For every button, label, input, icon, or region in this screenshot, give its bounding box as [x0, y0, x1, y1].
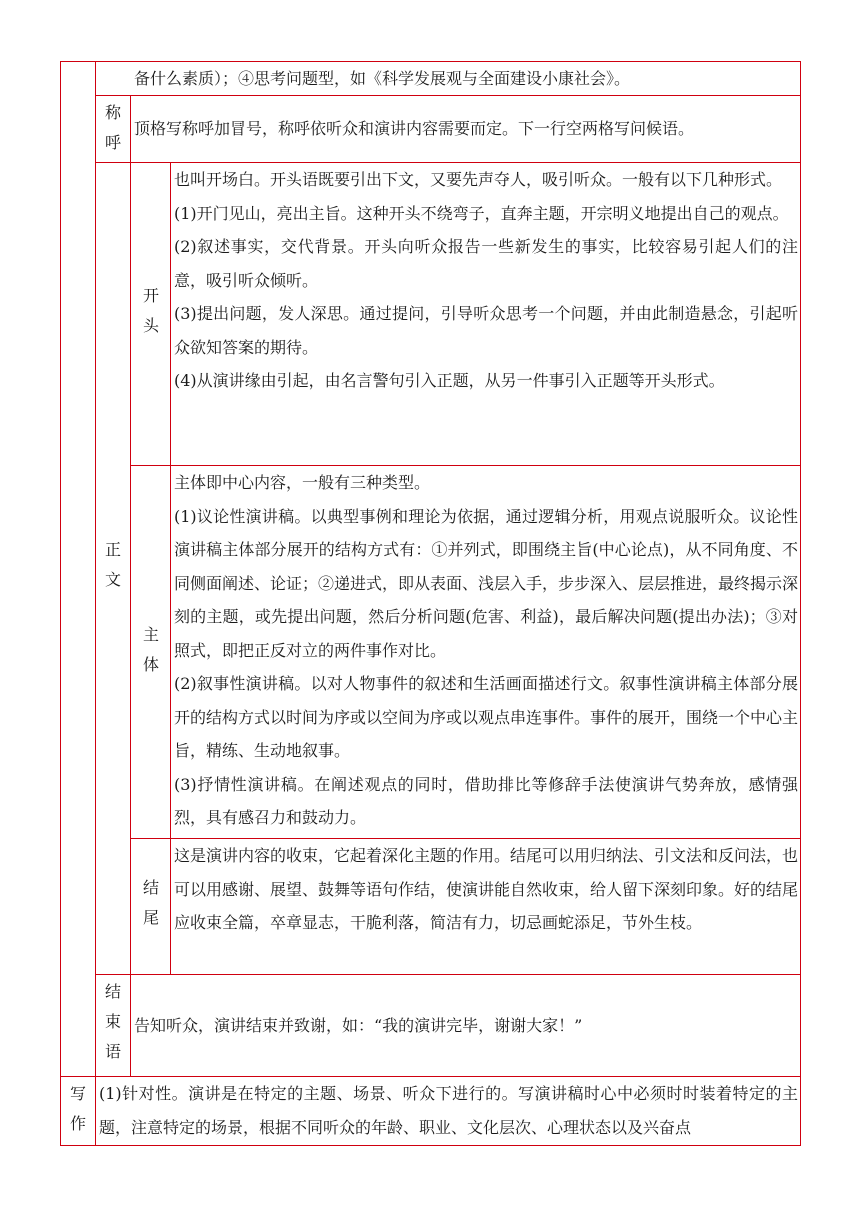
rule: [60, 61, 61, 1146]
main-text: [174, 466, 798, 835]
salutation-label: 称呼: [104, 103, 121, 152]
opening-label: 开头: [142, 286, 159, 335]
salutation-text: 顶格写称呼加冒号，称呼依听众和演讲内容需要而定。下一行空两格写问候语。: [134, 119, 695, 138]
top-continuation-text: 备什么素质）；④思考问题型，如《科学发展观与全面建设小康社会》。: [134, 69, 631, 88]
opening-paragraph: (2)叙述事实，交代背景。开头向听众报告一些新发生的事实，比较容易引起人们的注意，吸引听众倾听。: [174, 237, 798, 290]
opening-paragraph: (4)从演讲缘由引起，由名言警句引入正题，从另一件事引入正题等开头形式。: [174, 371, 725, 390]
rule: [130, 95, 131, 1077]
rule: [95, 61, 96, 1146]
opening-paragraph: (1)开门见山，亮出主旨。这种开头不绕弯子，直奔主题，开宗明义地提出自己的观点。: [174, 203, 789, 223]
main-paragraph: 主体即中心内容，一般有三种类型。: [174, 473, 431, 492]
rule: [60, 1145, 801, 1146]
closing-label: 结束语: [104, 982, 121, 1061]
rule: [170, 162, 171, 975]
writing-label: 写作: [69, 1084, 86, 1133]
opening-paragraph: (3)提出问题，发人深思。通过提问，引导听众思考一个问题，并由此制造悬念，引起听众欲知答案的期待。: [174, 304, 798, 357]
rule: [800, 61, 801, 1146]
main-label: 主体: [142, 625, 159, 674]
ending-label: 结尾: [142, 878, 159, 927]
ending-text: 这是演讲内容的收束，它起着深化主题的作用。结尾可以用归纳法、引文法和反问法，也可以用感谢、展望、鼓舞等语句作结，使演讲能自然收束，给人留下深刻印象。好的结尾应收束全篇，卒章显志，干脆利落，简洁有力，切忌画蛇添足，节外生枝。: [174, 846, 799, 932]
main-paragraph: (3)抒情性演讲稿。在阐述观点的同时，借助排比等修辞手法使演讲气势奔放，感情强烈，具有感召力和鼓动力。: [174, 774, 798, 827]
rule: [95, 974, 801, 975]
writing-text: (1)针对性。演讲是在特定的主题、场景、听众下进行的。写演讲稿时心中必须时时装着特定的主题，注意特定的场景，根据不同听众的年龄、职业、文化层次、心理状态以及兴奋点: [99, 1084, 798, 1137]
closing-text: 告知听众，演讲结束并致谢，如：“我的演讲完毕，谢谢大家！”: [134, 1016, 583, 1035]
opening-text: [174, 163, 798, 398]
main-paragraph: (2)叙事性演讲稿。以对人物事件的叙述和生活画面描述行文。叙事性演讲稿主体部分展开的结构方式以时间为序或以空间为序或以观点串连事件。事件的展开，围绕一个中心主旨，精练、生动地叙事。: [174, 674, 799, 760]
main-paragraph: (1)议论性演讲稿。以典型事例和理论为依据，通过逻辑分析，用观点说服听众。议论性演讲稿主体部分展开的结构方式有：①并列式，即围绕主旨(中心论点)，从不同角度、不同侧面阐述、论证；②递进式，即从表面、浅层入手，步步深入、层层推进，最终揭示深刻的主题，或先提出问题，然后分析问题(危害、利益)，最后解决问题(提出办法)；③对照式，即把正反对立的两件事作对比。: [174, 506, 799, 660]
opening-paragraph: 也叫开场白。开头语既要引出下文，又要先声夺人，吸引听众。一般有以下几种形式。: [174, 170, 783, 189]
body-label: 正文: [104, 540, 121, 589]
